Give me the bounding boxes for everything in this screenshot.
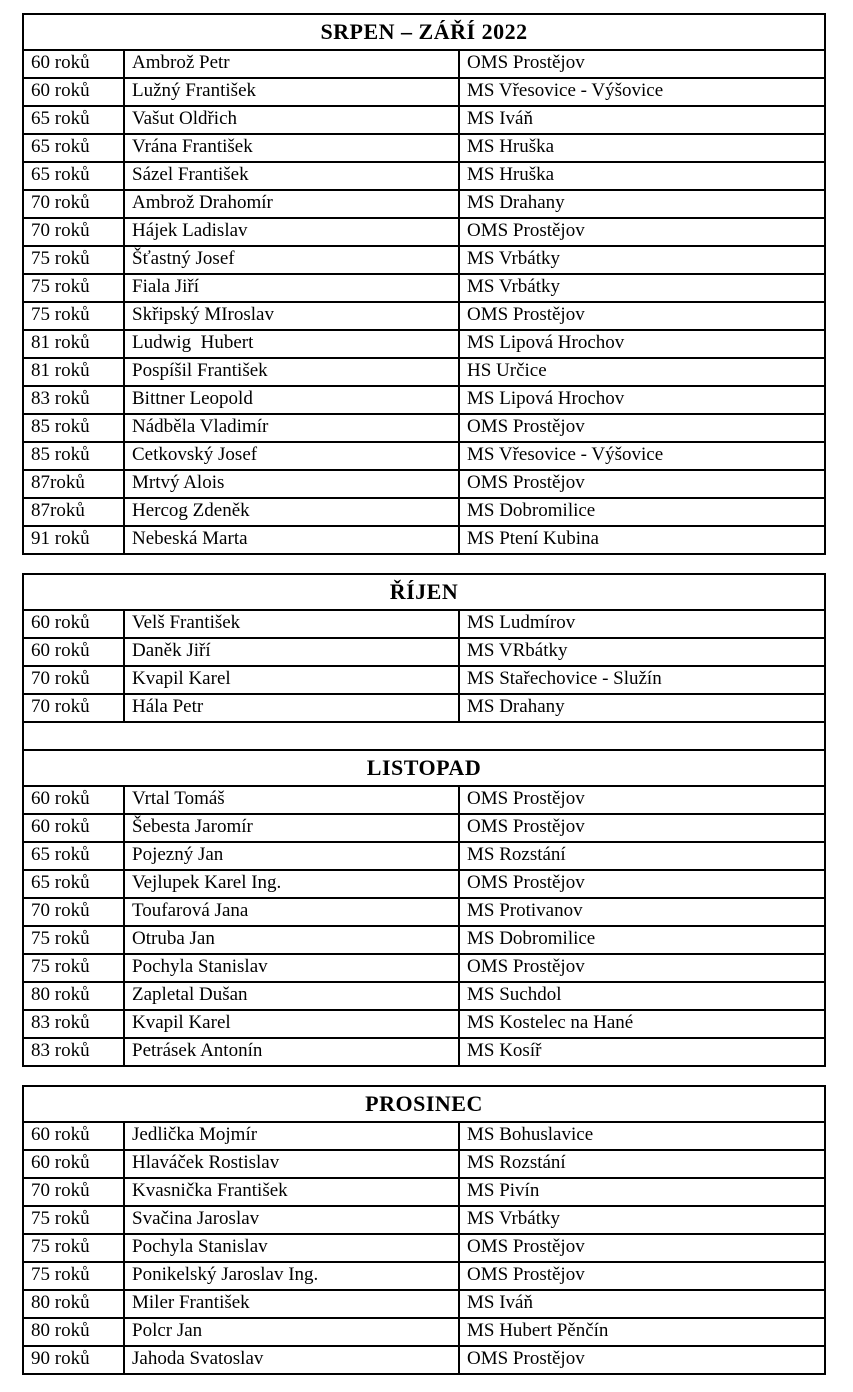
name-cell: Petrásek Antonín <box>124 1038 459 1066</box>
org-cell: MS Hruška <box>459 162 825 190</box>
age-cell: 70 roků <box>23 190 124 218</box>
section-header-row <box>23 750 825 786</box>
section-title: LISTOPAD <box>23 750 825 786</box>
birthday-table-rijen-listopad <box>22 573 826 1067</box>
age-cell: 75 roků <box>23 1206 124 1234</box>
age-cell: 75 roků <box>23 1262 124 1290</box>
age-cell: 87roků <box>23 498 124 526</box>
table-row <box>23 190 825 218</box>
table-row <box>23 162 825 190</box>
section-title: ŘÍJEN <box>23 574 825 610</box>
age-cell: 65 roků <box>23 870 124 898</box>
org-cell: OMS Prostějov <box>459 470 825 498</box>
org-cell: MS VRbátky <box>459 638 825 666</box>
org-cell: MS Hubert Pěnčín <box>459 1318 825 1346</box>
table-row <box>23 610 825 638</box>
table-row <box>23 1262 825 1290</box>
org-cell: MS Lipová Hrochov <box>459 386 825 414</box>
org-cell: OMS Prostějov <box>459 870 825 898</box>
org-cell: MS Pivín <box>459 1178 825 1206</box>
name-cell: Toufarová Jana <box>124 898 459 926</box>
table-row <box>23 926 825 954</box>
birthday-table-srpen-zari <box>22 13 826 555</box>
name-cell: Polcr Jan <box>124 1318 459 1346</box>
table-row <box>23 638 825 666</box>
age-cell: 75 roků <box>23 246 124 274</box>
age-cell: 60 roků <box>23 50 124 78</box>
name-cell: Fiala Jiří <box>124 274 459 302</box>
name-cell: Ambrož Drahomír <box>124 190 459 218</box>
age-cell: 81 roků <box>23 358 124 386</box>
org-cell: MS Vrbátky <box>459 274 825 302</box>
org-cell: OMS Prostějov <box>459 414 825 442</box>
name-cell: Ponikelský Jaroslav Ing. <box>124 1262 459 1290</box>
org-cell: MS Ptení Kubina <box>459 526 825 554</box>
name-cell: Zapletal Dušan <box>124 982 459 1010</box>
section-header-row <box>23 574 825 610</box>
age-cell: 75 roků <box>23 954 124 982</box>
org-cell: OMS Prostějov <box>459 218 825 246</box>
table-row <box>23 1122 825 1150</box>
name-cell: Ambrož Petr <box>124 50 459 78</box>
table-row <box>23 386 825 414</box>
section-header-row <box>23 14 825 50</box>
table-row <box>23 78 825 106</box>
spacer-cell <box>23 722 825 750</box>
table-row <box>23 302 825 330</box>
age-cell: 70 roků <box>23 218 124 246</box>
name-cell: Vejlupek Karel Ing. <box>124 870 459 898</box>
age-cell: 83 roků <box>23 1010 124 1038</box>
name-cell: Miler František <box>124 1290 459 1318</box>
age-cell: 85 roků <box>23 414 124 442</box>
table-row <box>23 218 825 246</box>
name-cell: Hájek Ladislav <box>124 218 459 246</box>
name-cell: Pospíšil František <box>124 358 459 386</box>
age-cell: 60 roků <box>23 1150 124 1178</box>
age-cell: 70 roků <box>23 898 124 926</box>
age-cell: 81 roků <box>23 330 124 358</box>
name-cell: Kvapil Karel <box>124 1010 459 1038</box>
org-cell: OMS Prostějov <box>459 302 825 330</box>
org-cell: MS Vřesovice - Výšovice <box>459 78 825 106</box>
age-cell: 65 roků <box>23 106 124 134</box>
age-cell: 60 roků <box>23 638 124 666</box>
name-cell: Šťastný Josef <box>124 246 459 274</box>
name-cell: Jedlička Mojmír <box>124 1122 459 1150</box>
table-row <box>23 842 825 870</box>
age-cell: 60 roků <box>23 610 124 638</box>
age-cell: 70 roků <box>23 1178 124 1206</box>
age-cell: 75 roků <box>23 274 124 302</box>
table-row <box>23 470 825 498</box>
table-row <box>23 134 825 162</box>
age-cell: 80 roků <box>23 982 124 1010</box>
table-row <box>23 666 825 694</box>
table-row <box>23 1290 825 1318</box>
table-row <box>23 694 825 722</box>
org-cell: MS Dobromilice <box>459 926 825 954</box>
org-cell: MS Iváň <box>459 1290 825 1318</box>
org-cell: OMS Prostějov <box>459 50 825 78</box>
age-cell: 65 roků <box>23 842 124 870</box>
age-cell: 70 roků <box>23 694 124 722</box>
age-cell: 60 roků <box>23 1122 124 1150</box>
org-cell: MS Dobromilice <box>459 498 825 526</box>
table-row <box>23 954 825 982</box>
name-cell: Svačina Jaroslav <box>124 1206 459 1234</box>
age-cell: 75 roků <box>23 302 124 330</box>
org-cell: MS Vřesovice - Výšovice <box>459 442 825 470</box>
name-cell: Cetkovský Josef <box>124 442 459 470</box>
table-row <box>23 442 825 470</box>
name-cell: Nádběla Vladimír <box>124 414 459 442</box>
spacer-row <box>23 722 825 750</box>
table-row <box>23 1206 825 1234</box>
table-row <box>23 1178 825 1206</box>
section-title: PROSINEC <box>23 1086 825 1122</box>
org-cell: MS Drahany <box>459 190 825 218</box>
age-cell: 87roků <box>23 470 124 498</box>
name-cell: Vrtal Tomáš <box>124 786 459 814</box>
table-row <box>23 786 825 814</box>
table-row <box>23 982 825 1010</box>
org-cell: MS Vrbátky <box>459 246 825 274</box>
age-cell: 80 roků <box>23 1290 124 1318</box>
age-cell: 83 roků <box>23 1038 124 1066</box>
org-cell: MS Ludmírov <box>459 610 825 638</box>
org-cell: MS Lipová Hrochov <box>459 330 825 358</box>
age-cell: 65 roků <box>23 134 124 162</box>
age-cell: 90 roků <box>23 1346 124 1374</box>
table-row <box>23 526 825 554</box>
name-cell: Jahoda Svatoslav <box>124 1346 459 1374</box>
age-cell: 85 roků <box>23 442 124 470</box>
table-row <box>23 1234 825 1262</box>
birthday-tables <box>0 13 853 1375</box>
table-row <box>23 358 825 386</box>
table-row <box>23 246 825 274</box>
org-cell: MS Stařechovice - Služín <box>459 666 825 694</box>
age-cell: 83 roků <box>23 386 124 414</box>
table-row <box>23 106 825 134</box>
age-cell: 80 roků <box>23 1318 124 1346</box>
org-cell: HS Určice <box>459 358 825 386</box>
org-cell: OMS Prostějov <box>459 1262 825 1290</box>
table-row <box>23 1346 825 1374</box>
section-title: SRPEN – ZÁŘÍ 2022 <box>23 14 825 50</box>
table-row <box>23 1150 825 1178</box>
table-row <box>23 330 825 358</box>
org-cell: MS Kosíř <box>459 1038 825 1066</box>
name-cell: Bittner Leopold <box>124 386 459 414</box>
name-cell: Hála Petr <box>124 694 459 722</box>
org-cell: MS Protivanov <box>459 898 825 926</box>
age-cell: 60 roků <box>23 814 124 842</box>
age-cell: 65 roků <box>23 162 124 190</box>
age-cell: 70 roků <box>23 666 124 694</box>
org-cell: OMS Prostějov <box>459 786 825 814</box>
org-cell: MS Bohuslavice <box>459 1122 825 1150</box>
name-cell: Hercog Zdeněk <box>124 498 459 526</box>
name-cell: Nebeská Marta <box>124 526 459 554</box>
org-cell: MS Iváň <box>459 106 825 134</box>
name-cell: Sázel František <box>124 162 459 190</box>
age-cell: 91 roků <box>23 526 124 554</box>
table-row <box>23 498 825 526</box>
org-cell: MS Suchdol <box>459 982 825 1010</box>
name-cell: Vašut Oldřich <box>124 106 459 134</box>
age-cell: 75 roků <box>23 1234 124 1262</box>
org-cell: OMS Prostějov <box>459 1234 825 1262</box>
name-cell: Pochyla Stanislav <box>124 1234 459 1262</box>
table-row <box>23 50 825 78</box>
org-cell: OMS Prostějov <box>459 1346 825 1374</box>
name-cell: Ludwig Hubert <box>124 330 459 358</box>
name-cell: Kvapil Karel <box>124 666 459 694</box>
org-cell: MS Rozstání <box>459 1150 825 1178</box>
name-cell: Pochyla Stanislav <box>124 954 459 982</box>
age-cell: 75 roků <box>23 926 124 954</box>
table-row <box>23 898 825 926</box>
table-row <box>23 814 825 842</box>
table-row <box>23 870 825 898</box>
name-cell: Daněk Jiří <box>124 638 459 666</box>
org-cell: OMS Prostějov <box>459 814 825 842</box>
name-cell: Šebesta Jaromír <box>124 814 459 842</box>
table-row <box>23 274 825 302</box>
age-cell: 60 roků <box>23 786 124 814</box>
name-cell: Otruba Jan <box>124 926 459 954</box>
birthday-table-prosinec <box>22 1085 826 1375</box>
org-cell: MS Hruška <box>459 134 825 162</box>
name-cell: Mrtvý Alois <box>124 470 459 498</box>
name-cell: Kvasnička František <box>124 1178 459 1206</box>
org-cell: OMS Prostějov <box>459 954 825 982</box>
name-cell: Lužný František <box>124 78 459 106</box>
section-header-row <box>23 1086 825 1122</box>
name-cell: Velš František <box>124 610 459 638</box>
table-row <box>23 1318 825 1346</box>
table-row <box>23 414 825 442</box>
name-cell: Skřipský MIroslav <box>124 302 459 330</box>
org-cell: MS Kostelec na Hané <box>459 1010 825 1038</box>
age-cell: 60 roků <box>23 78 124 106</box>
name-cell: Vrána František <box>124 134 459 162</box>
table-row <box>23 1038 825 1066</box>
org-cell: MS Rozstání <box>459 842 825 870</box>
name-cell: Pojezný Jan <box>124 842 459 870</box>
name-cell: Hlaváček Rostislav <box>124 1150 459 1178</box>
org-cell: MS Drahany <box>459 694 825 722</box>
table-row <box>23 1010 825 1038</box>
org-cell: MS Vrbátky <box>459 1206 825 1234</box>
